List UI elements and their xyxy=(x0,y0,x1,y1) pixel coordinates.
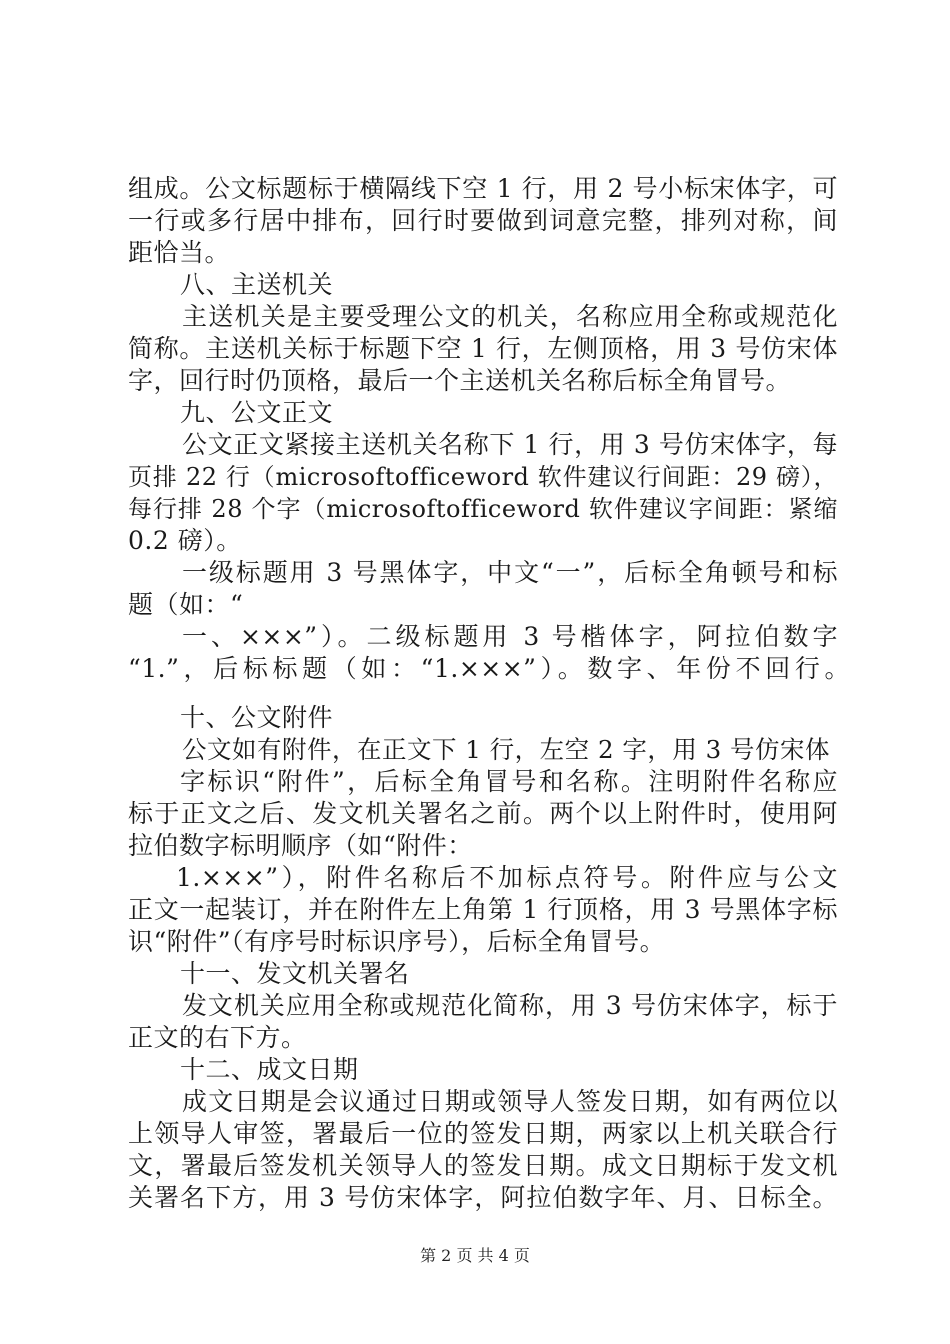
body-line: 简称。主送机关标于标题下空 1 行，左侧顶格，用 3 号仿宋体 xyxy=(128,334,838,363)
section-heading: 十二、成文日期 xyxy=(180,1055,359,1084)
body-line: 每行排 28 个字（microsoftofficeword 软件建议字间距：紧缩 xyxy=(128,495,838,523)
body-line: 题（如：“ xyxy=(128,590,244,619)
section-heading: 十、公文附件 xyxy=(180,703,334,732)
body-line: 字，回行时仍顶格，最后一个主送机关名称后标全角冒号。 xyxy=(128,366,792,395)
body-line: 成文日期是会议通过日期或领导人签发日期，如有两位以 xyxy=(182,1087,838,1116)
body-line: 一级标题用 3 号黑体字，中文“一”，后标全角顿号和标 xyxy=(182,558,838,587)
body-line: 文，署最后签发机关领导人的签发日期。成文日期标于发文机 xyxy=(128,1151,838,1180)
section-heading: 十一、发文机关署名 xyxy=(180,959,410,988)
body-line: 公文如有附件，在正文下 1 行，左空 2 字，用 3 号仿宋体 xyxy=(182,735,830,764)
body-line: 一、×××”）。二级标题用 3 号楷体字，阿拉伯数字 xyxy=(182,622,838,651)
body-line: 正文的右下方。 xyxy=(128,1023,307,1052)
body-line: 组成。公文标题标于横隔线下空 1 行，用 2 号小标宋体字，可 xyxy=(128,174,838,203)
body-line: 距恰当。 xyxy=(128,238,231,267)
body-line: 上领导人审签，署最后一位的签发日期，两家以上机关联合行 xyxy=(128,1119,838,1148)
body-line: 标于正文之后、发文机关署名之前。两个以上附件时，使用阿 xyxy=(128,799,838,828)
body-line: 发文机关应用全称或规范化简称，用 3 号仿宋体字，标于 xyxy=(182,991,838,1020)
body-line: 关署名下方，用 3 号仿宋体字，阿拉伯数字年、月、日标全。 xyxy=(128,1183,838,1212)
body-line: 拉伯数字标明顺序（如“附件： xyxy=(128,831,473,860)
body-line: 主送机关是主要受理公文的机关，名称应用全称或规范化 xyxy=(182,302,838,331)
body-line: 一行或多行居中排布，回行时要做到词意完整，排列对称，间 xyxy=(128,206,838,235)
body-line: 字标识“附件”，后标全角冒号和名称。注明附件名称应 xyxy=(180,767,838,796)
body-line: “1.”，后标标题（如：“1.×××”）。数字、年份不回行。 xyxy=(128,654,850,683)
section-heading: 九、公文正文 xyxy=(180,398,334,427)
section-heading: 八、主送机关 xyxy=(180,270,334,299)
body-line: 公文正文紧接主送机关名称下 1 行，用 3 号仿宋体字，每 xyxy=(182,430,838,459)
page-number-footer: 第 2 页 共 4 页 xyxy=(420,1246,530,1265)
body-line: 0.2 磅）。 xyxy=(128,526,242,555)
body-line: 识“附件”（有序号时标识序号），后标全角冒号。 xyxy=(128,927,666,956)
body-line: 页排 22 行（microsoftofficeword 软件建议行间距：29 磅）， xyxy=(128,463,838,491)
body-line: 正文一起装订，并在附件左上角第 1 行顶格，用 3 号黑体字标 xyxy=(128,895,838,924)
body-line: 1.×××”），附件名称后不加标点符号。附件应与公文 xyxy=(176,863,838,892)
